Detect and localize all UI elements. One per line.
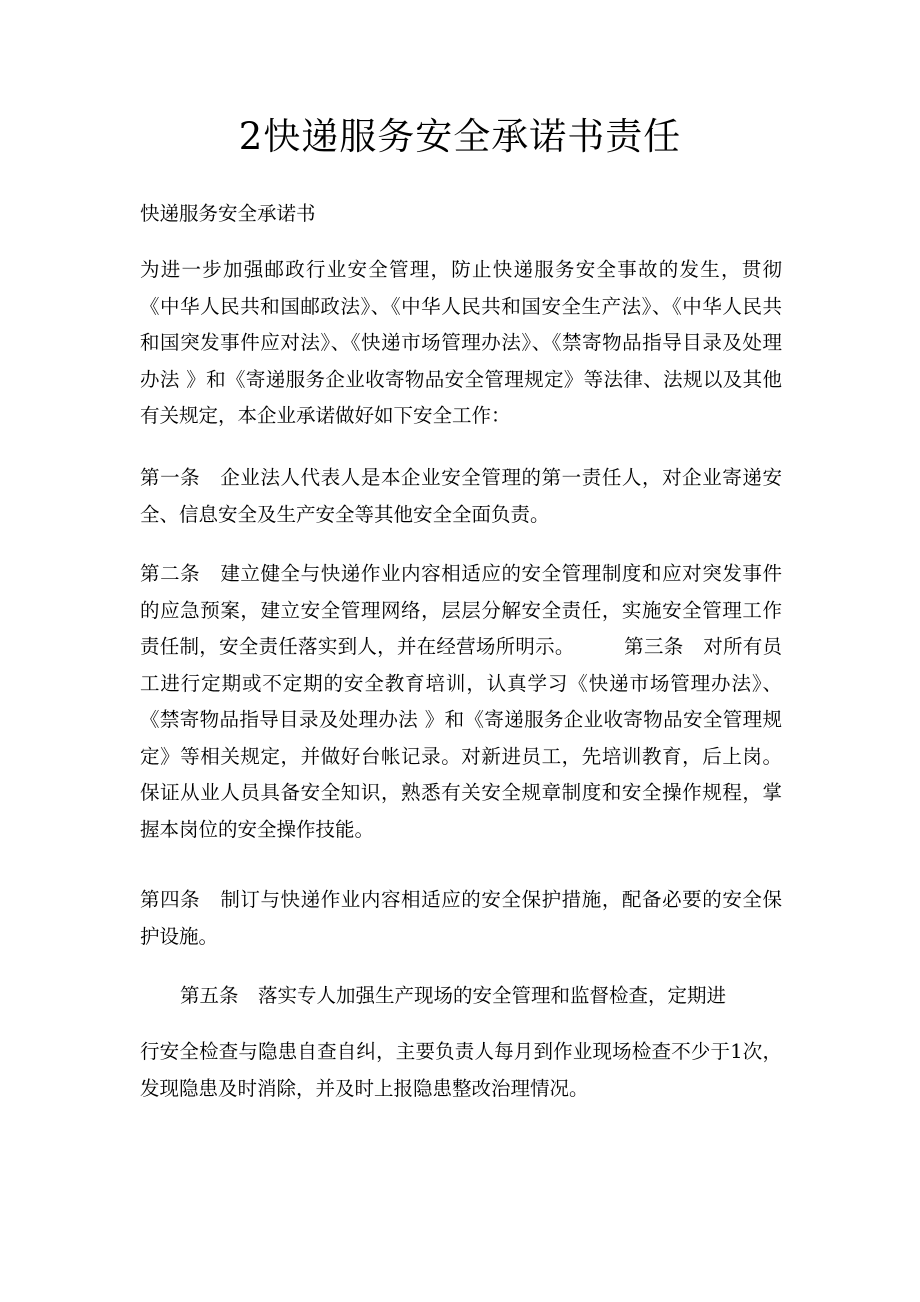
article-1-paragraph: 第一条 企业法人代表人是本企业安全管理的第一责任人，对企业寄递安全、信息安全及生产安全等其他安全全面负责。 [140, 466, 782, 526]
document-title: 2快递服务安全承诺书责任 [238, 115, 682, 158]
article-5-continuation: 行安全检查与隐患自查自纠，主要负责人每月到作业现场检查不少于1次，发现隐患及时消除，并及时上报隐患整改治理情况。 [140, 1040, 782, 1100]
article-2-3-paragraph: 第二条 建立健全与快递作业内容相适应的安全管理制度和应对突发事件的应急预案，建立安全管理网络，层层分解安全责任，实施安全管理工作责任制，安全责任落实到人，并在经营场所明示。 第三条 对所有员工进行定期或不定期的安全教育培训，认真学习《快递市场管理办法》、《禁寄物品指导目录及处理办法 》和《寄递服务企业收寄物品安全管理规定》等相关规定，并做好台帐记录。对新进员工，先培训教育，后上岗。保证从业人员具备安全知识，熟悉有关安全规章制度和安全操作规程，掌握本岗位的安全操作技能。 [140, 562, 782, 841]
intro-paragraph: 为进一步加强邮政行业安全管理，防止快递服务安全事故的发生，贯彻《中华人民共和国邮政法》、《中华人民共和国安全生产法》、《中华人民共和国突发事件应对法》、《快递市场管理办法》、《禁寄物品指导目录及处理办法 》和《寄递服务企业收寄物品安全管理规定》等法律、法规以及其他有关规定，本企业承诺做好如下安全工作： [140, 258, 782, 427]
article-5-first-line: 第五条 落实专人加强生产现场的安全管理和监督检查，定期进 [180, 984, 727, 1007]
document-subtitle: 快递服务安全承诺书 [140, 202, 316, 225]
article-4-paragraph: 第四条 制订与快递作业内容相适应的安全保护措施，配备必要的安全保护设施。 [140, 888, 782, 948]
